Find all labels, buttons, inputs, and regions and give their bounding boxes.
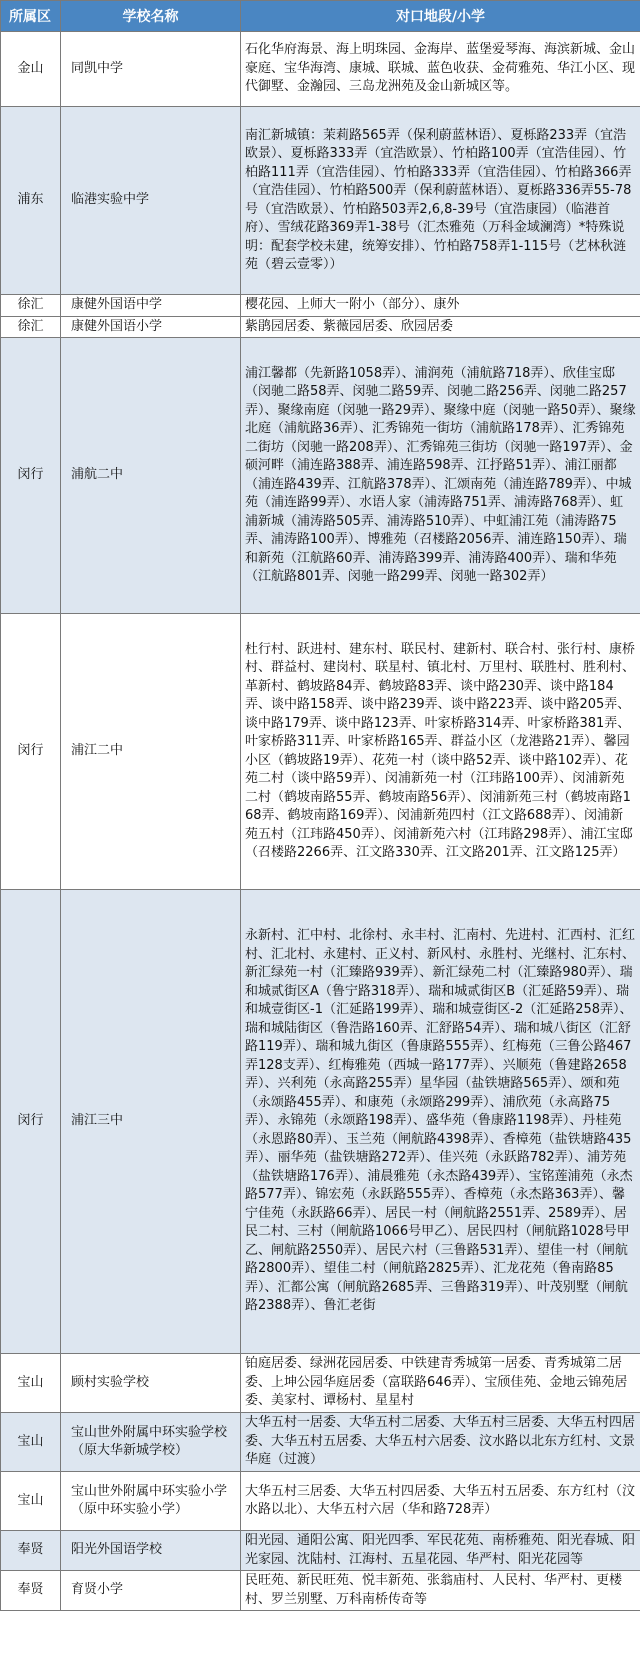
district-cell: 闵行 xyxy=(1,338,61,614)
school-cell: 康健外国语中学 xyxy=(61,295,241,317)
table-row xyxy=(1,32,640,107)
school-cell: 浦江二中 xyxy=(61,614,241,890)
area-cell: 阳光园、通阳公寓、阳光四季、军民花苑、南桥雅苑、阳光春城、阳光家园、沈陆村、江海村、五星花园、华严村、阳光花园等 xyxy=(241,1531,640,1571)
district-cell: 奉贤 xyxy=(1,1571,61,1611)
area-cell: 樱花园、上师大一附小（部分）、康外 xyxy=(241,295,640,317)
area-cell: 永新村、汇中村、北徐村、永丰村、汇南村、先进村、汇西村、汇红村、汇北村、永建村、正义村、新风村、永胜村、光继村、汇东村、新汇绿苑一村（汇臻路939弄）、新汇绿苑二村（汇臻路980弄）、瑞和城贰街区A（鲁宁路318弄）、瑞和城贰街区B（汇延路59弄）、瑞和城壹街区-1（汇延路199弄）、瑞和城壹街区-2（汇延路258弄）、瑞和城陆街区（鲁浩路160弄、汇舒路54弄）、瑞和城八街区（汇舒路119弄）、瑞和城九街区（鲁康路555弄）、红梅苑（三鲁公路467弄128支弄）、红梅雅苑（西城一路177弄）、兴顺苑（鲁建路2658弄）、兴利苑（永高路255弄）星华园（盐铁塘路565弄）、颂和苑（永颂路455弄）、和康苑（永颂路299弄）、浦欣苑（永高路75弄）、永锦苑（永颂路198弄）、盛华苑（鲁康路1198弄）、丹桂苑（永恩路80弄）、玉兰苑（闸航路4398弄）、香樟苑（盐铁塘路435弄）、丽华苑（盐铁塘路272弄）、佳兴苑（永跃路782弄）、浦芳苑（盐铁塘路176弄）、浦晨雅苑（永杰路439弄）、宝铭莲浦苑（永杰路577弄）、锦宏苑（永跃路555弄）、香樟苑（永杰路363弄）、馨宁佳苑（永跃路66弄）、居民一村（闸航路2551弄、2589弄）、居民二村、三村（闸航路1066号甲乙）、居民四村（闸航路1028号甲乙、闸航路2550弄）、居民六村（三鲁路531弄）、望佳一村（闸航路2800弄）、望佳二村（闸航路2825弄）、汇龙花苑（鲁南路85弄）、汇都公寓（闸航路2685弄、三鲁路319弄）、叶茂别墅（闸航路2388弄）、鲁汇老街 xyxy=(241,890,640,1354)
school-cell: 宝山世外附属中环实验学校（原大华新城学校） xyxy=(61,1413,241,1472)
school-cell: 康健外国语小学 xyxy=(61,316,241,338)
table-row xyxy=(1,295,640,317)
table-row xyxy=(1,338,640,614)
district-cell: 徐汇 xyxy=(1,295,61,317)
school-cell: 宝山世外附属中环实验小学（原中环实验小学） xyxy=(61,1472,241,1531)
district-cell: 宝山 xyxy=(1,1413,61,1472)
table-row xyxy=(1,1472,640,1531)
header-district: 所属区 xyxy=(1,1,61,32)
district-cell: 奉贤 xyxy=(1,1531,61,1571)
table-row xyxy=(1,614,640,890)
district-cell: 宝山 xyxy=(1,1472,61,1531)
table-row xyxy=(1,316,640,338)
school-cell: 阳光外国语学校 xyxy=(61,1531,241,1571)
school-cell: 浦航二中 xyxy=(61,338,241,614)
area-cell: 大华五村一居委、大华五村二居委、大华五村三居委、大华五村四居委、大华五村五居委、大华五村六居委、汶水路以北东方红村、文景华庭（过渡） xyxy=(241,1413,640,1472)
header-area: 对口地段/小学 xyxy=(241,1,640,32)
district-cell: 闵行 xyxy=(1,614,61,890)
area-cell: 紫鹃园居委、紫薇园居委、欣园居委 xyxy=(241,316,640,338)
school-cell: 顾村实验学校 xyxy=(61,1354,241,1413)
district-cell: 浦东 xyxy=(1,107,61,295)
district-cell: 金山 xyxy=(1,32,61,107)
area-cell: 浦江馨都（先新路1058弄）、浦润苑（浦航路718弄）、欣佳宝邸（闵驰二路58弄、闵驰二路59弄、闵驰二路256弄、闵驰二路257弄）、聚缘南庭（闵驰一路29弄）、聚缘中庭（闵驰一路50弄）、聚缘北庭（浦航路36弄）、汇秀锦苑一街坊（浦航路178弄）、汇秀锦苑二街坊（闵驰一路208弄）、汇秀锦苑三街坊（闵驰一路197弄）、金硕河畔（浦连路388弄、浦连路598弄、江抒路51弄）、浦江丽都（浦连路439弄、江航路378弄）、汇颂南苑（浦连路789弄）、中城苑（浦连路99弄）、水语人家（浦涛路751弄、浦涛路768弄）、虹浦新城（浦涛路505弄、浦涛路510弄）、中虹浦江苑（浦涛路75弄、浦涛路100弄）、博雅苑（召楼路2056弄、浦连路150弄）、瑞和新苑（江航路60弄、浦涛路399弄、浦涛路400弄）、瑞和华苑（江航路801弄、闵驰一路299弄、闵驰一路302弄） xyxy=(241,338,640,614)
school-cell: 浦江三中 xyxy=(61,890,241,1354)
district-cell: 闵行 xyxy=(1,890,61,1354)
school-cell: 临港实验中学 xyxy=(61,107,241,295)
table-row xyxy=(1,1354,640,1413)
table-row xyxy=(1,1413,640,1472)
table-row xyxy=(1,107,640,295)
district-cell: 宝山 xyxy=(1,1354,61,1413)
table-row xyxy=(1,890,640,1354)
school-cell: 同凯中学 xyxy=(61,32,241,107)
area-cell: 铂庭居委、绿洲花园居委、中铁建青秀城第一居委、青秀城第二居委、上坤公园华庭居委（富联路646弄）、宝颀佳苑、金地云锦苑居委、美家村、谭杨村、星星村 xyxy=(241,1354,640,1413)
area-cell: 南汇新城镇：茉莉路565弄（保利蔚蓝林语）、夏栎路233弄（宜浩欧景）、夏栎路333弄（宜浩欧景）、竹柏路100弄（宜浩佳园）、竹柏路111弄（宜浩佳园）、竹柏路333弄（宜浩佳园）、竹柏路366弄（宜浩佳园）、竹柏路500弄（保利蔚蓝林语）、夏栎路336弄55-78号（宜浩欧景）、竹柏路503弄2,6,8-39号（宜浩康园）（临港首府）、雪绒花路369弄1-38号（汇杰雅苑（万科金域澜湾）*特殊说明：配套学校未建，统筹安排）、竹柏路758弄1-115号（艺林秋涟苑（碧云壹零）） xyxy=(241,107,640,295)
school-cell: 育贤小学 xyxy=(61,1571,241,1611)
area-cell: 石化华府海景、海上明珠园、金海岸、蓝堡爱琴海、海滨新城、金山豪庭、宝华海湾、康城、联城、蓝色收获、金荷雅苑、华江小区、现代御墅、金瀚园、三岛龙洲苑及金山新城区等。 xyxy=(241,32,640,107)
table-row xyxy=(1,1571,640,1611)
area-cell: 大华五村三居委、大华五村四居委、大华五村五居委、东方红村（汶水路以北）、大华五村六居（华和路728弄） xyxy=(241,1472,640,1531)
district-cell: 徐汇 xyxy=(1,316,61,338)
table-header-row xyxy=(1,1,640,32)
header-school: 学校名称 xyxy=(61,1,241,32)
area-cell: 民旺苑、新民旺苑、悦丰新苑、张翁庙村、人民村、华严村、更楼村、罗兰别墅、万科南桥传奇等 xyxy=(241,1571,640,1611)
table-row xyxy=(1,1531,640,1571)
area-cell: 杜行村、跃进村、建东村、联民村、建新村、联合村、张行村、康桥村、群益村、建岗村、联星村、镇北村、万里村、联胜村、胜利村、革新村、鹤坡路84弄、鹤坡路83弄、谈中路230弄、谈中路184弄、谈中路158弄、谈中路239弄、谈中路223弄、谈中路205弄、谈中路179弄、谈中路123弄、叶家桥路314弄、叶家桥路381弄、叶家桥路311弄、叶家桥路165弄、群益小区（龙港路21弄）、馨园小区（鹤坡路19弄）、花苑一村（谈中路52弄、谈中路102弄）、花苑二村（谈中路59弄）、闵浦新苑一村（江玮路100弄）、闵浦新苑二村（鹤坡南路55弄、鹤坡南路56弄）、闵浦新苑三村（鹤坡南路168弄、鹤坡南路169弄）、闵浦新苑四村（江文路688弄）、闵浦新苑五村（江玮路450弄）、闵浦新苑六村（江玮路298弄）、浦江宝邸（召楼路2266弄、江文路330弄、江文路201弄、江文路125弄） xyxy=(241,614,640,890)
